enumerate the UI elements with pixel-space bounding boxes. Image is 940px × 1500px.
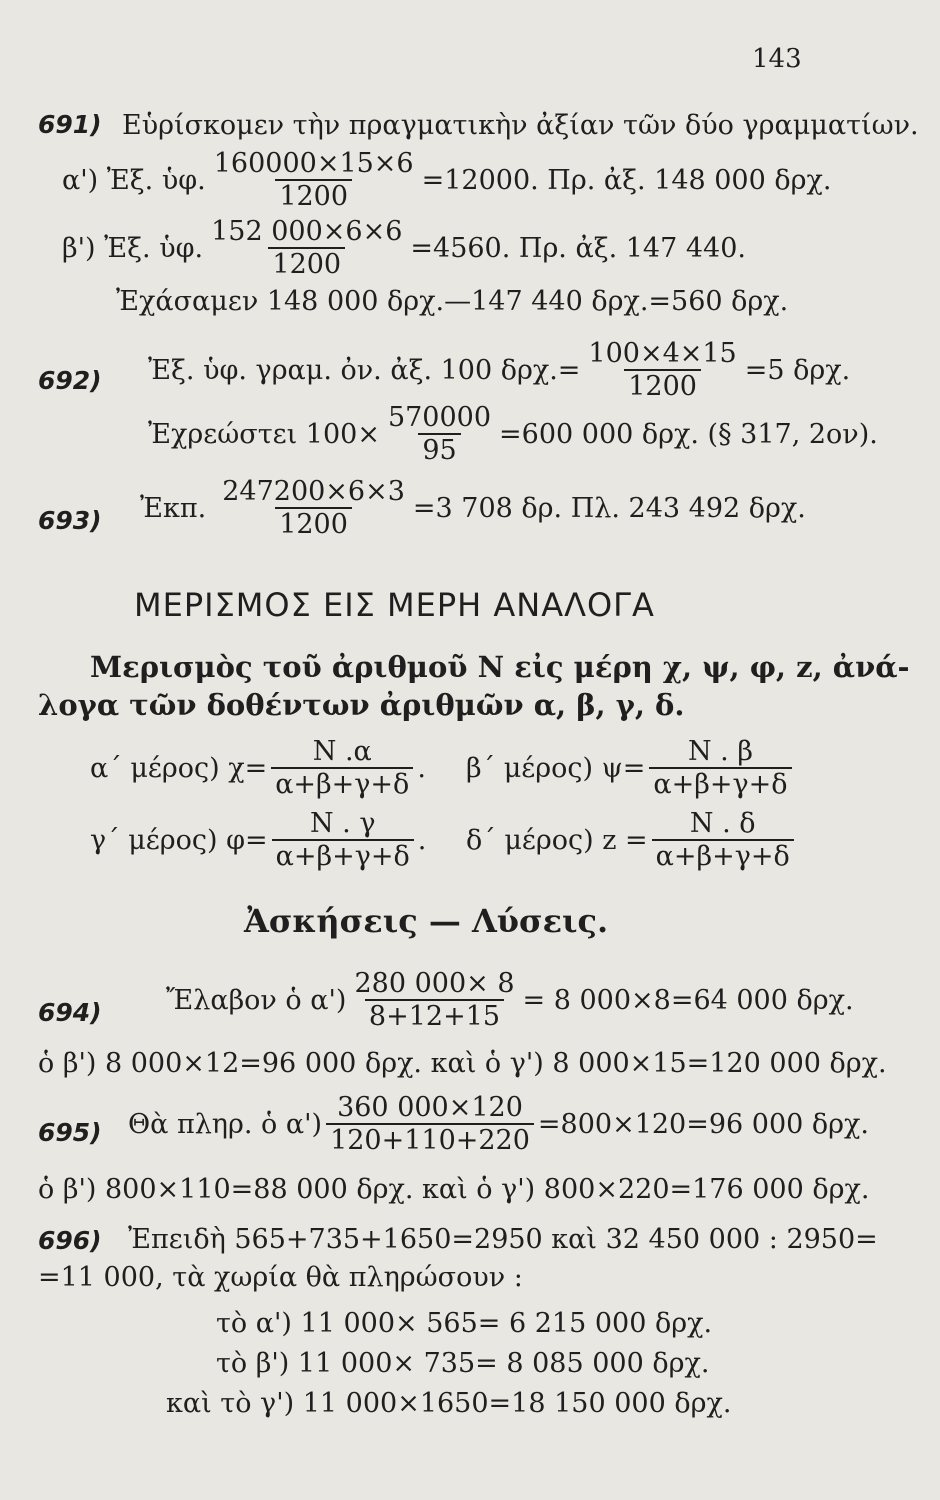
p692-line-1 — [148, 340, 850, 400]
p693-fraction — [218, 478, 409, 538]
formula-part-c — [90, 810, 426, 870]
p695-text: Θὰ πληρ. ὁ α') — [128, 1108, 323, 1140]
rule-line-1: Μερισμὸς τοῦ ἀριθμοῦ N εἰς μέρη χ, ψ, φ, z, ἀνά- — [90, 650, 910, 684]
formula-a-end: . — [417, 752, 426, 784]
p693-rest: =3 708 δρ. Πλ. 243 492 δρχ. — [412, 492, 806, 524]
p691-b-fraction — [207, 218, 406, 278]
p695-denominator: 120+110+220 — [326, 1123, 534, 1154]
problem-number-694: 694) — [38, 998, 102, 1027]
p691-b-label: β') Ἐξ. ὑφ. — [62, 232, 204, 264]
p696-result-c: καὶ τὸ γ') 11 000×1650=18 150 000 δρχ. — [166, 1388, 732, 1419]
formula-c-numerator: N . γ — [309, 808, 376, 839]
p694-denominator: 8+12+15 — [365, 999, 504, 1030]
problem-number-696: 696) — [38, 1226, 102, 1255]
problem-number-695: 695) — [38, 1118, 102, 1147]
page-number: 143 — [752, 44, 802, 74]
p692-l2-numerator: 570000 — [387, 402, 492, 433]
p692-l2-rest: =600 000 δρχ. (§ 317, 2ον). — [499, 418, 878, 450]
p694-line-1 — [166, 970, 854, 1030]
p692-l1-numerator: 100×4×15 — [588, 338, 737, 369]
formula-part-d — [466, 810, 798, 870]
problem-number-692: 692) — [38, 366, 102, 395]
p691-a-denominator: 1200 — [275, 179, 352, 210]
section-title: ΜΕΡΙΣΜΟΣ ΕΙΣ ΜΕΡΗ ΑΝΑΛΟΓΑ — [134, 586, 655, 624]
formula-b-label: β΄ μέρος) ψ= — [466, 752, 646, 784]
p695-fraction — [326, 1094, 534, 1154]
formula-b-numerator: N . β — [687, 736, 753, 767]
formula-d-numerator: N . δ — [689, 808, 756, 839]
p696-line-2: =11 000, τὰ χωρία θὰ πληρώσουν : — [38, 1262, 523, 1293]
exercises-title: Ἀσκήσεις — Λύσεις. — [244, 902, 609, 940]
formula-part-a — [90, 738, 426, 798]
p692-l2-fraction — [384, 404, 495, 464]
p691-a-fraction — [210, 150, 418, 210]
p692-line-2 — [148, 404, 878, 464]
formula-b-denominator: α+β+γ+δ — [649, 767, 791, 798]
p695-line-1 — [128, 1094, 869, 1154]
p693-numerator: 247200×6×3 — [222, 476, 405, 507]
p691-b-numerator: 152 000×6×6 — [211, 216, 403, 247]
p693-line — [140, 478, 806, 538]
formula-c-denominator: α+β+γ+δ — [272, 839, 414, 870]
formula-d-label: δ΄ μέρος) z = — [466, 824, 648, 856]
p694-fraction — [350, 970, 518, 1030]
formula-a-label: α΄ μέρος) χ= — [90, 752, 268, 784]
p694-line-2: ὁ β') 8 000×12=96 000 δρχ. καὶ ὁ γ') 8 000×15=120 000 δρχ. — [38, 1048, 887, 1079]
rule-line-2: λογα τῶν δοθέντων ἀριθμῶν α, β, γ, δ. — [38, 688, 685, 722]
p691-intro: Εὑρίσκομεν τὴν πραγματικὴν ἀξίαν τῶν δύο γραμματίων. — [122, 110, 919, 141]
p692-l2-text: Ἐχρεώστει 100× — [148, 418, 380, 450]
p694-numerator: 280 000× 8 — [354, 968, 515, 999]
p696-result-a: τὸ α') 11 000× 565= 6 215 000 δρχ. — [216, 1308, 713, 1339]
p691-line-b — [62, 218, 746, 278]
formula-c-end: . — [417, 824, 427, 856]
formula-c-label: γ΄ μέρος) φ= — [90, 824, 268, 856]
p695-numerator: 360 000×120 — [337, 1092, 523, 1123]
p694-text: Ἔλαβον ὁ α') — [166, 984, 347, 1016]
p691-a-label: α') Ἐξ. ὑφ. — [62, 164, 206, 196]
p694-rest: = 8 000×8=64 000 δρχ. — [522, 984, 854, 1016]
formula-c-fraction — [272, 810, 414, 870]
p691-a-rest: =12000. Πρ. ἀξ. 148 000 δρχ. — [421, 164, 832, 196]
p691-loss: Ἐχάσαμεν 148 000 δρχ.—147 440 δρχ.=560 δρχ. — [116, 286, 789, 317]
p693-denominator: 1200 — [275, 507, 352, 538]
p695-rest: =800×120=96 000 δρχ. — [537, 1108, 869, 1140]
p691-b-rest: =4560. Πρ. ἀξ. 147 440. — [410, 232, 746, 264]
p695-line-2: ὁ β') 800×110=88 000 δρχ. καὶ ὁ γ') 800×220=176 000 δρχ. — [38, 1174, 870, 1205]
p696-line-1: Ἐπειδὴ 565+735+1650=2950 καὶ 32 450 000 : 2950= — [128, 1224, 878, 1255]
p692-l2-denominator: 95 — [418, 433, 460, 464]
formula-d-denominator: α+β+γ+δ — [652, 839, 794, 870]
p691-a-numerator: 160000×15×6 — [213, 148, 414, 179]
p691-b-denominator: 1200 — [268, 247, 345, 278]
formula-b-fraction — [649, 738, 791, 798]
problem-number-693: 693) — [38, 506, 102, 535]
p692-l1-fraction — [584, 340, 740, 400]
p693-text: Ἐκπ. — [140, 492, 207, 524]
formula-a-numerator: N .α — [312, 736, 372, 767]
formula-a-denominator: α+β+γ+δ — [271, 767, 413, 798]
problem-number-691: 691) — [38, 110, 102, 139]
p691-line-a — [62, 150, 831, 210]
formula-a-fraction — [271, 738, 413, 798]
p692-l1-rest: =5 δρχ. — [744, 354, 851, 386]
formula-part-b — [466, 738, 796, 798]
formula-d-fraction — [652, 810, 794, 870]
p692-l1-denominator: 1200 — [624, 369, 701, 400]
p692-l1-text: Ἐξ. ὑφ. γραμ. ὀν. ἀξ. 100 δρχ.= — [148, 354, 581, 386]
p696-result-b: τὸ β') 11 000× 735= 8 085 000 δρχ. — [216, 1348, 710, 1379]
